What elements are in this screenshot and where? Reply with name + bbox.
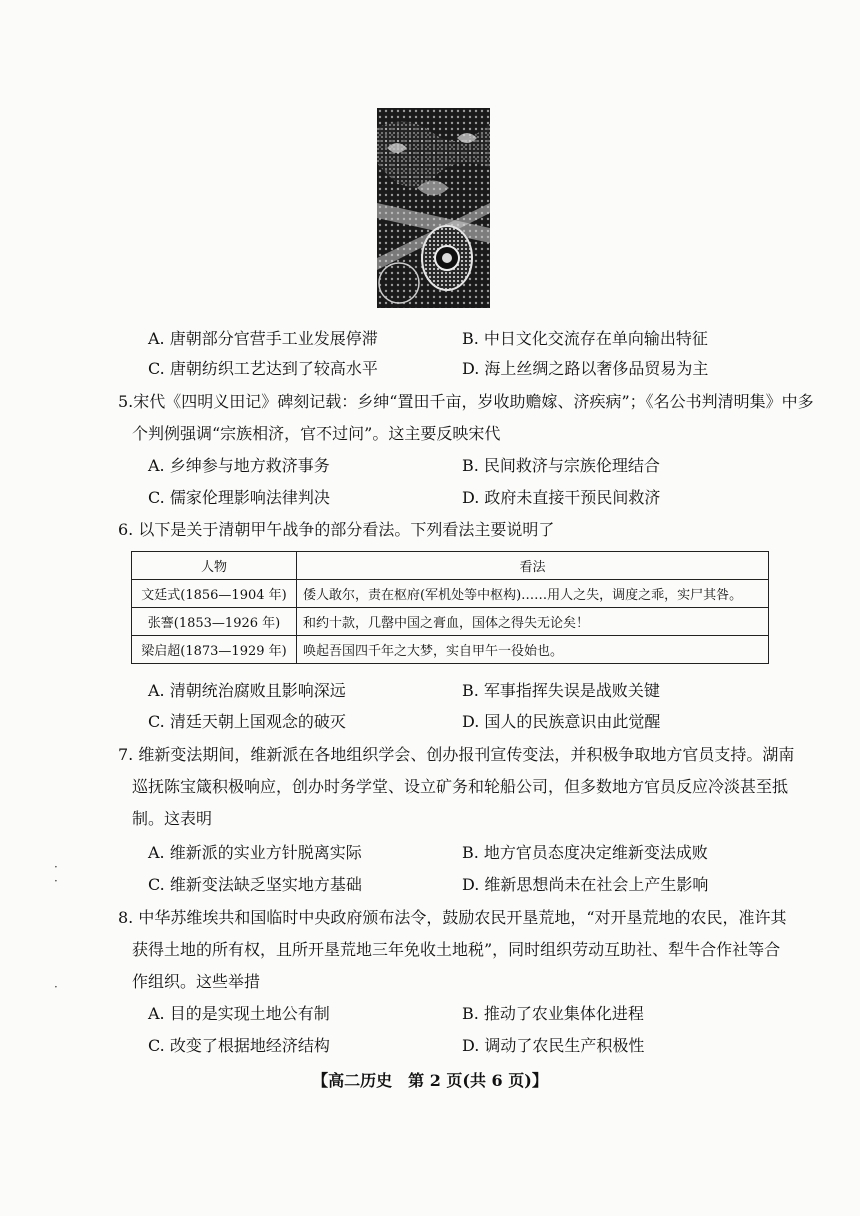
q7-stem-line-3: 制。这表明	[132, 809, 213, 828]
q5-option-b[interactable]: B. 民间救济与宗族伦理结合	[462, 456, 660, 475]
table-row	[132, 608, 769, 636]
q8-option-b[interactable]: B. 推动了农业集体化进程	[462, 1004, 644, 1023]
table-cell-view: 唤起吾国四千年之大梦，实自甲午一役始也。	[297, 636, 769, 664]
q6-option-c[interactable]: C. 清廷天朝上国观念的破灭	[148, 712, 346, 731]
table-cell-person: 梁启超(1873—1929 年)	[132, 636, 297, 664]
margin-dots: · ·	[54, 860, 58, 888]
q6-stem: 6. 以下是关于清朝甲午战争的部分看法。下列看法主要说明了	[118, 520, 555, 539]
page-footer: 【高二历史 第 2 页(共 6 页)】	[312, 1071, 548, 1090]
q8-stem-line-3: 作组织。这些举措	[132, 972, 261, 991]
q8-option-d[interactable]: D. 调动了农民生产积极性	[462, 1036, 645, 1055]
q8-stem-line-2: 获得土地的所有权，且所开垦荒地三年免收土地税”，同时组织劳动互助社、犁牛合作社等合	[132, 940, 781, 959]
table-header-view: 看法	[297, 552, 769, 580]
silk-textile-image	[377, 108, 490, 308]
table-cell-view: 倭人敢尔，责在枢府(军机处等中枢构)……用人之失，调度之乖，实尸其咎。	[297, 580, 769, 608]
table-cell-view: 和约十款，几罄中国之膏血，国体之得失无论矣！	[297, 608, 769, 636]
q6-opinions-table	[131, 551, 769, 664]
q4-option-d[interactable]: D. 海上丝绸之路以奢侈品贸易为主	[462, 359, 709, 378]
q7-option-c[interactable]: C. 维新变法缺乏坚实地方基础	[148, 875, 362, 894]
q4-option-b[interactable]: B. 中日文化交流存在单向输出特征	[462, 329, 708, 348]
q8-option-c[interactable]: C. 改变了根据地经济结构	[148, 1036, 330, 1055]
table-cell-person: 文廷式(1856—1904 年)	[132, 580, 297, 608]
margin-dots: ·	[54, 980, 58, 994]
q5-option-d[interactable]: D. 政府未直接干预民间救济	[462, 488, 661, 507]
q5-option-a[interactable]: A. 乡绅参与地方救济事务	[148, 456, 330, 475]
q6-option-a[interactable]: A. 清朝统治腐败且影响深远	[148, 681, 346, 700]
q5-option-c[interactable]: C. 儒家伦理影响法律判决	[148, 488, 330, 507]
q5-stem-line-1: 5.宋代《四明义田记》碑刻记载：乡绅“置田千亩，岁收助赡嫁、济疾病”；《名公书判清明集》中多	[118, 392, 814, 411]
q8-stem-line-1: 8. 中华苏维埃共和国临时中央政府颁布法令，鼓励农民开垦荒地，“对开垦荒地的农民，准许其	[118, 908, 787, 927]
table-header-person: 人物	[132, 552, 297, 580]
q4-option-a[interactable]: A. 唐朝部分官营手工业发展停滞	[148, 329, 378, 348]
q7-stem-line-1: 7. 维新变法期间，维新派在各地组织学会、创办报刊宣传变法，并积极争取地方官员支持。湖南	[118, 745, 795, 764]
table-cell-person: 张謇(1853—1926 年)	[132, 608, 297, 636]
table-row	[132, 580, 769, 608]
q6-option-b[interactable]: B. 军事指挥失误是战败关键	[462, 681, 660, 700]
table-row	[132, 636, 769, 664]
q4-option-c[interactable]: C. 唐朝纺织工艺达到了较高水平	[148, 359, 378, 378]
q8-option-a[interactable]: A. 目的是实现土地公有制	[148, 1004, 330, 1023]
q5-stem-line-2: 个判例强调“宗族相济，官不过问”。这主要反映宋代	[132, 424, 501, 443]
table-header-row	[132, 552, 769, 580]
q7-option-b[interactable]: B. 地方官员态度决定维新变法成败	[462, 843, 708, 862]
q7-option-a[interactable]: A. 维新派的实业方针脱离实际	[148, 843, 362, 862]
q7-stem-line-2: 巡抚陈宝箴积极响应，创办时务学堂、设立矿务和轮船公司，但多数地方官员反应冷淡甚至抵	[132, 777, 789, 796]
q7-option-d[interactable]: D. 维新思想尚未在社会上产生影响	[462, 875, 709, 894]
textile-pattern-graphic	[377, 108, 490, 308]
q6-option-d[interactable]: D. 国人的民族意识由此觉醒	[462, 712, 661, 731]
